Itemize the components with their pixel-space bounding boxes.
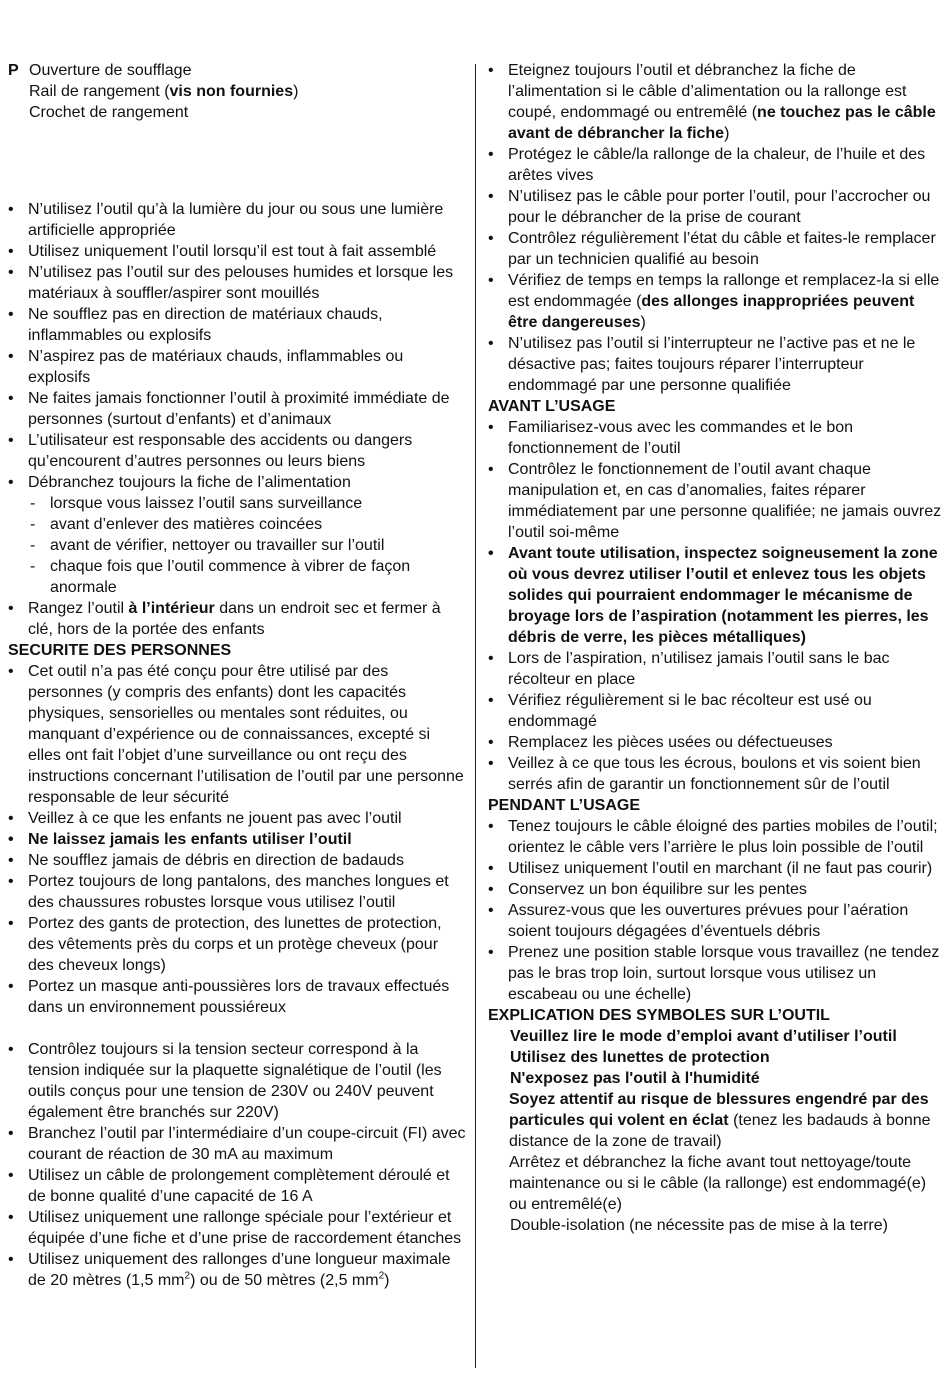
list-item: • Ne soufflez pas en direction de matériaux chauds, inflammables ou explosifs [8, 304, 466, 346]
list-item: • Portez des gants de protection, des lunettes de protection, des vêtements près du corps et un protège cheveux (pour des cheveux longs) [8, 913, 466, 976]
left-column [8, 60, 466, 1291]
list-item: • Remplacez les pièces usées ou défectueuses [488, 732, 943, 753]
section-heading: PENDANT L’USAGE [488, 797, 641, 814]
part-line: Crochet de rangement [29, 104, 189, 121]
list-item: • Rangez l’outil à l’intérieur dans un endroit sec et fermer à clé, hors de la portée des enfants [8, 598, 466, 640]
list-item: • Portez toujours de long pantalons, des manches longues et des chaussures robustes lorsque vous utilisez l’outil [8, 871, 466, 913]
list-item: • L’utilisateur est responsable des accidents ou dangers qu’encourent d’autres personnes ou leurs biens [8, 430, 466, 472]
symbol-explanation: Soyez attentif au risque de blessures engendré par des particules qui volent en éclat (tenez les badauds à bonne distance de la zone de travail) [509, 1091, 931, 1150]
part-p-block [8, 60, 466, 123]
symbol-explanation: Double-isolation (ne nécessite pas de mise à la terre) [510, 1217, 888, 1234]
list-item: • Portez un masque anti-poussières lors de travaux effectués dans un environnement poussiéreux [8, 976, 466, 1018]
column-divider [475, 64, 476, 1368]
list-item: • Protégez le câble/la rallonge de la chaleur, de l’huile et des arêtes vives [488, 144, 943, 186]
list-item: • N’utilisez l’outil qu’à la lumière du jour ou sous une lumière artificielle appropriée [8, 199, 466, 241]
sub-list-item: - avant d’enlever des matières coincées [8, 514, 466, 535]
symbol-explanation: N'exposez pas l'outil à l'humidité [510, 1070, 760, 1087]
list-item: • Contrôlez toujours si la tension secteur correspond à la tension indiquée sur la plaquette signalétique de l’outil (les outils conçus pour une tension de 230V ou 240V peuvent également être branchés sur 220V) [8, 1039, 466, 1123]
list-item: • Utilisez uniquement l’outil en marchant (il ne faut pas courir) [488, 858, 943, 879]
sub-list-item: - chaque fois que l’outil commence à vibrer de façon anormale [8, 556, 466, 598]
list-item: • Familiarisez-vous avec les commandes et le bon fonctionnement de l’outil [488, 417, 943, 459]
list-item: • Ne faites jamais fonctionner l’outil à proximité immédiate de personnes (surtout d’enfants) et d’animaux [8, 388, 466, 430]
list-item: • Utilisez uniquement l’outil lorsqu’il est tout à fait assemblé [8, 241, 466, 262]
list-item: • N’utilisez pas l’outil si l’interrupteur ne l’active pas et ne le désactive pas; faites toujours réparer l’interrupteur endommagé par une personne qualifiée [488, 333, 943, 396]
list-item-bold: • Avant toute utilisation, inspectez soigneusement la zone où vous devrez utiliser l’outil et enlevez tous les objets solides qui pourraient endommager le mécanisme de broyage lors de l’aspiration (notamment les pierres, les débris de verre, les pièces métalliques) [488, 543, 943, 648]
sub-list-item: - lorsque vous laissez l’outil sans surveillance [8, 493, 466, 514]
list-item: • Utilisez uniquement une rallonge spéciale pour l’extérieur et équipée d’une fiche et d’une prise de raccordement étanches [8, 1207, 466, 1249]
part-line: Rail de rangement (vis non fournies) [29, 83, 299, 100]
list-item: • N’utilisez pas le câble pour porter l’outil, pour l’accrocher ou pour le débrancher de la prise de courant [488, 186, 943, 228]
list-item: • Contrôlez régulièrement l’état du câble et faites-le remplacer par un technicien qualifié au besoin [488, 228, 943, 270]
list-item: • Utilisez uniquement des rallonges d’une longueur maximale de 20 mètres (1,5 $mm^2$) ou de 50 mètres (2,5 $mm^2$) [8, 1249, 466, 1291]
section-heading: EXPLICATION DES SYMBOLES SUR L’OUTIL [488, 1007, 830, 1024]
list-item: • Conservez un bon équilibre sur les pentes [488, 879, 943, 900]
list-item: • Vérifiez régulièrement si le bac récolteur est usé ou endommagé [488, 690, 943, 732]
list-item: • N’utilisez pas l’outil sur des pelouses humides et lorsque les matériaux à souffler/aspirer sont mouillés [8, 262, 466, 304]
part-line: Ouverture de soufflage [29, 62, 192, 79]
list-item: • N’aspirez pas de matériaux chauds, inflammables ou explosifs [8, 346, 466, 388]
list-item: • Lors de l’aspiration, n’utilisez jamais l’outil sans le bac récolteur en place [488, 648, 943, 690]
list-item: • Veillez à ce que les enfants ne jouent pas avec l’outil [8, 808, 466, 829]
list-item: • Ne soufflez jamais de débris en direction de badauds [8, 850, 466, 871]
symbol-explanation: Arrêtez et débranchez la fiche avant tout nettoyage/toute maintenance ou si le câble (la rallonge) est endommagé(e) ou entremêlé(e) [509, 1154, 927, 1213]
right-column [488, 60, 943, 1236]
list-item: • Débranchez toujours la fiche de l’alimentation [8, 472, 466, 493]
list-item: • Contrôlez le fonctionnement de l’outil avant chaque manipulation et, en cas d’anomalies, faites réparer immédiatement par une personne qualifiée; ne jamais ouvrez l’outil soi-même [488, 459, 943, 543]
symbol-explanation: Veuillez lire le mode d’emploi avant d’utiliser l’outil [510, 1028, 897, 1045]
list-item: • Assurez-vous que les ouvertures prévues pour l’aération soient toujours dégagées d’éventuels débris [488, 900, 943, 942]
list-item: • Veillez à ce que tous les écrous, boulons et vis soient bien serrés afin de garantir un fonctionnement sûr de l’outil [488, 753, 943, 795]
symbol-explanation: Utilisez des lunettes de protection [510, 1049, 770, 1066]
list-item: • Cet outil n’a pas été conçu pour être utilisé par des personnes (y compris des enfants) dont les capacités physiques, sensorielles ou mentales sont réduites, ou manquant d’expérience ou de connaissances, excepté si elles ont fait l’objet d’une surveillance ou ont reçu des instructions concernant l’utilisation de l’outil par une personne responsable de leur sécurité [8, 661, 466, 808]
list-item: • Eteignez toujours l’outil et débranchez la fiche de l’alimentation si le câble d’alimentation ou la rallonge est coupé, endommagé ou entremêlé (ne touchez pas le câble avant de débrancher la fiche) [488, 60, 943, 144]
list-item-bold: • Ne laissez jamais les enfants utiliser l’outil [8, 829, 466, 850]
sub-list-item: - avant de vérifier, nettoyer ou travailler sur l’outil [8, 535, 466, 556]
section-heading: SECURITE DES PERSONNES [8, 642, 232, 659]
list-item: • Branchez l’outil par l’intermédiaire d’un coupe-circuit (FI) avec courant de réaction de 30 mA au maximum [8, 1123, 466, 1165]
list-item: • Tenez toujours le câble éloigné des parties mobiles de l’outil; orientez le câble vers l’arrière le plus loin possible de l’outil [488, 816, 943, 858]
part-letter: P [8, 62, 19, 79]
list-item: • Vérifiez de temps en temps la rallonge et remplacez-la si elle est endommagée (des allonges inappropriées peuvent être dangereuses) [488, 270, 943, 333]
list-item: • Prenez une position stable lorsque vous travaillez (ne tendez pas le bras trop loin, surtout lorsque vous utilisez un escabeau ou une échelle) [488, 942, 943, 1005]
list-item: • Utilisez un câble de prolongement complètement déroulé et de bonne qualité d’une capacité de 16 A [8, 1165, 466, 1207]
section-heading: AVANT L’USAGE [488, 398, 616, 415]
